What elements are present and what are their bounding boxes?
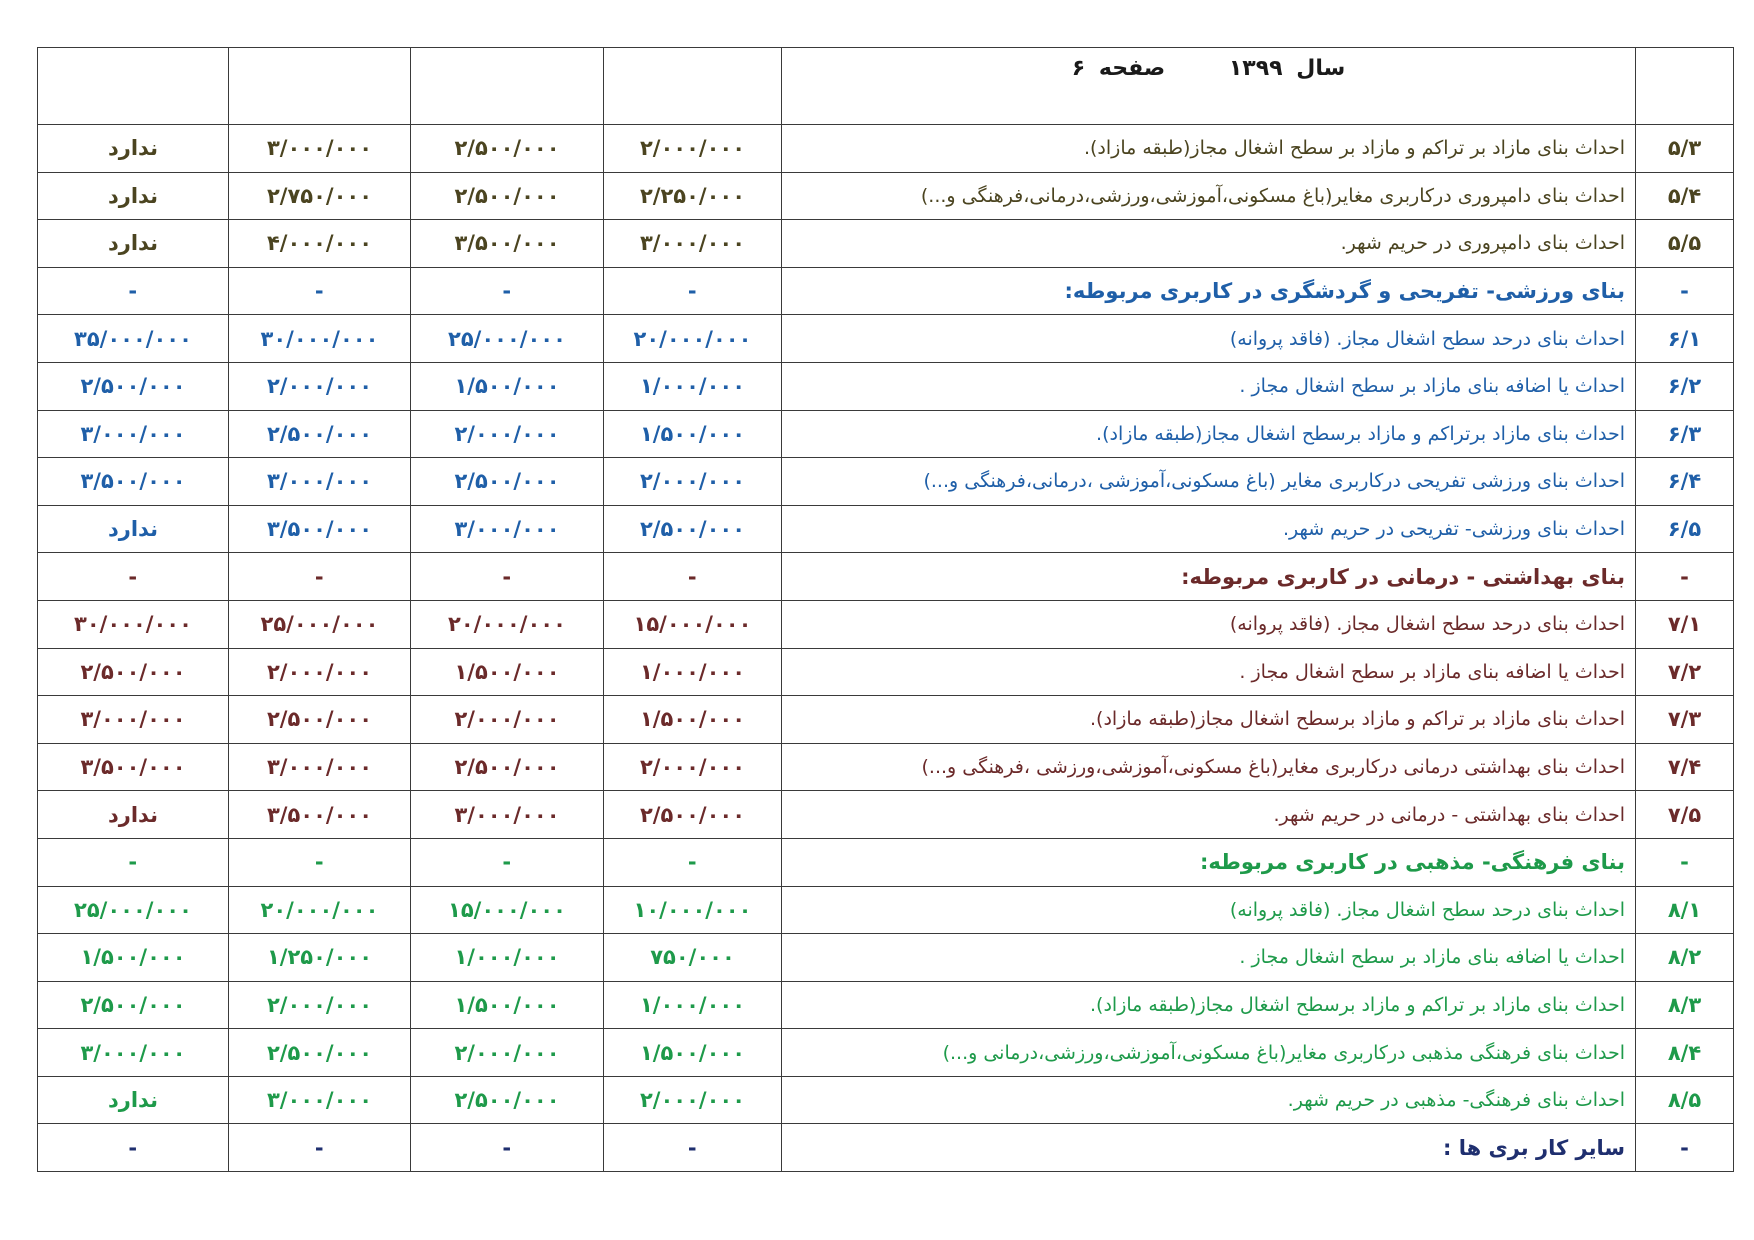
table-row [38, 315, 1734, 363]
fee-cell: - [411, 267, 604, 315]
table-row [38, 600, 1734, 648]
row-index: ۶/۲ [1636, 362, 1734, 410]
section-header-row [38, 838, 1734, 886]
fee-cell: - [229, 267, 411, 315]
fee-cell: - [229, 1124, 411, 1172]
page-label: صفحه [1098, 56, 1166, 81]
header-cell [411, 48, 604, 125]
year-group [1223, 56, 1351, 81]
fee-cell: ۲/۰۰۰/۰۰۰ [604, 125, 782, 173]
row-index: ۶/۵ [1636, 505, 1734, 553]
fee-cell: ۱۰/۰۰۰/۰۰۰ [604, 886, 782, 934]
row-index: ۶/۳ [1636, 410, 1734, 458]
fee-cell: ۱۵/۰۰۰/۰۰۰ [604, 600, 782, 648]
row-index: ۵/۴ [1636, 172, 1734, 220]
row-index: ۶/۴ [1636, 458, 1734, 506]
fee-cell: - [411, 838, 604, 886]
tariff-table [37, 47, 1734, 1172]
table-row [38, 220, 1734, 268]
fee-cell: ۲/۵۰۰/۰۰۰ [411, 743, 604, 791]
row-index: ۷/۳ [1636, 696, 1734, 744]
section-header-row [38, 1124, 1734, 1172]
fee-cell: ۲/۵۰۰/۰۰۰ [229, 410, 411, 458]
fee-cell: ۲/۰۰۰/۰۰۰ [604, 458, 782, 506]
row-description: احداث یا اضافه بنای مازاد بر سطح اشغال مجاز . [782, 362, 1636, 410]
fee-cell: ۲/۵۰۰/۰۰۰ [411, 125, 604, 173]
fee-cell: ۱/۵۰۰/۰۰۰ [604, 1029, 782, 1077]
row-description: بنای بهداشتی - درمانی در کاربری مربوطه: [782, 553, 1636, 601]
fee-cell: ۴/۰۰۰/۰۰۰ [229, 220, 411, 268]
header-index-cell [1636, 48, 1734, 125]
fee-cell: ۳/۰۰۰/۰۰۰ [411, 505, 604, 553]
fee-cell: ۲/۰۰۰/۰۰۰ [604, 743, 782, 791]
fee-cell: ۲/۵۰۰/۰۰۰ [38, 648, 229, 696]
fee-cell: ۲/۵۰۰/۰۰۰ [411, 1076, 604, 1124]
fee-cell: ۳/۰۰۰/۰۰۰ [229, 125, 411, 173]
fee-cell: ۳/۰۰۰/۰۰۰ [229, 458, 411, 506]
table-row [38, 172, 1734, 220]
table-row [38, 505, 1734, 553]
table-row [38, 648, 1734, 696]
row-description: احداث بنای مازاد بر تراکم و مازاد بر سطح اشغال مجاز(طبقه مازاد). [782, 125, 1636, 173]
header-row [38, 48, 1734, 125]
fee-cell: ۲/۵۰۰/۰۰۰ [604, 791, 782, 839]
row-index: - [1636, 838, 1734, 886]
row-description: بنای فرهنگی- مذهبی در کاربری مربوطه: [782, 838, 1636, 886]
row-index: - [1636, 1124, 1734, 1172]
fee-cell: ندارد [38, 220, 229, 268]
row-index: ۸/۲ [1636, 934, 1734, 982]
fee-cell: ۲/۰۰۰/۰۰۰ [229, 981, 411, 1029]
fee-cell: ۳/۰۰۰/۰۰۰ [38, 696, 229, 744]
fee-cell: - [411, 553, 604, 601]
table-row [38, 743, 1734, 791]
row-description: احداث بنای دامپروری در حریم شهر. [782, 220, 1636, 268]
fee-cell: ۲/۵۰۰/۰۰۰ [229, 696, 411, 744]
row-index: - [1636, 267, 1734, 315]
fee-cell: ۲/۰۰۰/۰۰۰ [229, 648, 411, 696]
fee-cell: ندارد [38, 125, 229, 173]
fee-cell: ۲/۵۰۰/۰۰۰ [411, 172, 604, 220]
row-description: احداث بنای مازاد بر تراکم و مازاد برسطح اشغال مجاز(طبقه مازاد). [782, 696, 1636, 744]
fee-cell: ۳/۰۰۰/۰۰۰ [229, 743, 411, 791]
table-row [38, 1029, 1734, 1077]
fee-cell: - [604, 1124, 782, 1172]
fee-cell: ۲/۰۰۰/۰۰۰ [411, 410, 604, 458]
row-description: احداث یا اضافه بنای مازاد بر سطح اشغال مجاز . [782, 934, 1636, 982]
fee-cell: ۲۰/۰۰۰/۰۰۰ [229, 886, 411, 934]
row-index: ۸/۱ [1636, 886, 1734, 934]
table-row [38, 696, 1734, 744]
table-row [38, 362, 1734, 410]
fee-cell: ۳/۵۰۰/۰۰۰ [38, 458, 229, 506]
fee-cell: ۲/۷۵۰/۰۰۰ [229, 172, 411, 220]
fee-cell: - [38, 838, 229, 886]
fee-cell: - [229, 838, 411, 886]
fee-cell: ۱۵/۰۰۰/۰۰۰ [411, 886, 604, 934]
fee-cell: ۳۰/۰۰۰/۰۰۰ [229, 315, 411, 363]
header-cell [604, 48, 782, 125]
fee-cell: ۳/۰۰۰/۰۰۰ [38, 410, 229, 458]
row-index: ۸/۳ [1636, 981, 1734, 1029]
row-description: سایر کار بری ها : [782, 1124, 1636, 1172]
fee-cell: ۳/۵۰۰/۰۰۰ [229, 791, 411, 839]
fee-cell: ۳/۰۰۰/۰۰۰ [229, 1076, 411, 1124]
fee-cell: ۳/۰۰۰/۰۰۰ [411, 791, 604, 839]
year-value: ۱۳۹۹ [1228, 56, 1283, 81]
table-row [38, 934, 1734, 982]
row-description: احداث بنای درحد سطح اشغال مجاز. (فاقد پروانه) [782, 600, 1636, 648]
fee-cell: ندارد [38, 172, 229, 220]
fee-cell: ۱/۲۵۰/۰۰۰ [229, 934, 411, 982]
fee-cell: ۱/۰۰۰/۰۰۰ [604, 981, 782, 1029]
row-index: ۸/۴ [1636, 1029, 1734, 1077]
row-index: ۶/۱ [1636, 315, 1734, 363]
table-row [38, 410, 1734, 458]
fee-cell: - [38, 267, 229, 315]
section-header-row [38, 267, 1734, 315]
fee-cell: ۳/۵۰۰/۰۰۰ [411, 220, 604, 268]
row-description: بنای ورزشی- تفریحی و گردشگری در کاربری مربوطه: [782, 267, 1636, 315]
row-index: ۷/۱ [1636, 600, 1734, 648]
row-index: ۷/۵ [1636, 791, 1734, 839]
fee-cell: ۲۰/۰۰۰/۰۰۰ [411, 600, 604, 648]
fee-cell: ۱/۵۰۰/۰۰۰ [411, 648, 604, 696]
fee-cell: ۲۵/۰۰۰/۰۰۰ [229, 600, 411, 648]
fee-cell: - [604, 838, 782, 886]
fee-cell: ۲/۵۰۰/۰۰۰ [38, 981, 229, 1029]
fee-cell: ۱/۰۰۰/۰۰۰ [604, 362, 782, 410]
fee-cell: ۱/۵۰۰/۰۰۰ [411, 362, 604, 410]
fee-cell: ۲/۵۰۰/۰۰۰ [229, 1029, 411, 1077]
page-title-cell [782, 48, 1636, 125]
row-description: احداث بنای بهداشتی درمانی درکاربری مغایر(باغ مسکونی،آموزشی،ورزشی ،فرهنگی و...) [782, 743, 1636, 791]
fee-cell: ۱/۵۰۰/۰۰۰ [411, 981, 604, 1029]
row-index: ۵/۵ [1636, 220, 1734, 268]
fee-cell: ۱/۵۰۰/۰۰۰ [604, 410, 782, 458]
fee-cell: ندارد [38, 1076, 229, 1124]
row-description: احداث بنای درحد سطح اشغال مجاز. (فاقد پروانه) [782, 315, 1636, 363]
fee-cell: ۳/۵۰۰/۰۰۰ [38, 743, 229, 791]
fee-cell: ۱/۰۰۰/۰۰۰ [411, 934, 604, 982]
table-row [38, 791, 1734, 839]
row-index: ۸/۵ [1636, 1076, 1734, 1124]
fee-cell: ۳/۰۰۰/۰۰۰ [38, 1029, 229, 1077]
fee-cell: ۲/۵۰۰/۰۰۰ [411, 458, 604, 506]
row-index: ۵/۳ [1636, 125, 1734, 173]
row-description: احداث بنای مازاد بر تراکم و مازاد برسطح اشغال مجاز(طبقه مازاد). [782, 981, 1636, 1029]
fee-cell: ۳۵/۰۰۰/۰۰۰ [38, 315, 229, 363]
row-description: احداث بنای فرهنگی مذهبی درکاربری مغایر(باغ مسکونی،آموزشی،ورزشی،درمانی و...) [782, 1029, 1636, 1077]
row-description: احداث بنای ورزشی- تفریحی در حریم شهر. [782, 505, 1636, 553]
row-description: احداث یا اضافه بنای مازاد بر سطح اشغال مجاز . [782, 648, 1636, 696]
fee-cell: - [38, 1124, 229, 1172]
fee-cell: ۳/۵۰۰/۰۰۰ [229, 505, 411, 553]
fee-cell: ۲/۵۰۰/۰۰۰ [604, 505, 782, 553]
fee-cell: - [229, 553, 411, 601]
header-cell [38, 48, 229, 125]
row-description: احداث بنای مازاد برتراکم و مازاد برسطح اشغال مجاز(طبقه مازاد). [782, 410, 1636, 458]
fee-cell: ۲/۲۵۰/۰۰۰ [604, 172, 782, 220]
year-label: سال [1296, 56, 1346, 81]
fee-cell: ۱/۵۰۰/۰۰۰ [604, 696, 782, 744]
row-index: ۷/۲ [1636, 648, 1734, 696]
section-header-row [38, 553, 1734, 601]
header-cell [229, 48, 411, 125]
fee-cell: ۲۵/۰۰۰/۰۰۰ [38, 886, 229, 934]
fee-cell: - [604, 267, 782, 315]
fee-cell: ۷۵۰/۰۰۰ [604, 934, 782, 982]
row-description: احداث بنای ورزشی تفریحی درکاربری مغایر (باغ مسکونی،آموزشی ،درمانی،فرهنگی و...) [782, 458, 1636, 506]
fee-cell: ندارد [38, 505, 229, 553]
fee-cell: - [604, 553, 782, 601]
row-description: احداث بنای فرهنگی- مذهبی در حریم شهر. [782, 1076, 1636, 1124]
row-description: احداث بنای بهداشتی - درمانی در حریم شهر. [782, 791, 1636, 839]
fee-cell: ۱/۵۰۰/۰۰۰ [38, 934, 229, 982]
table-row [38, 458, 1734, 506]
tariff-sheet [37, 47, 1733, 1172]
page-group [1066, 56, 1171, 81]
fee-cell: ۳۰/۰۰۰/۰۰۰ [38, 600, 229, 648]
fee-cell: ۲/۰۰۰/۰۰۰ [411, 1029, 604, 1077]
fee-cell: ۲/۰۰۰/۰۰۰ [411, 696, 604, 744]
table-row [38, 1076, 1734, 1124]
row-index: ۷/۴ [1636, 743, 1734, 791]
row-description: احداث بنای دامپروری درکاربری مغایر(باغ مسکونی،آموزشی،ورزشی،درمانی،فرهنگی و...) [782, 172, 1636, 220]
fee-cell: ۳/۰۰۰/۰۰۰ [604, 220, 782, 268]
fee-cell: ندارد [38, 791, 229, 839]
fee-cell: ۲/۰۰۰/۰۰۰ [229, 362, 411, 410]
page-number: ۶ [1071, 56, 1086, 81]
fee-cell: ۱/۰۰۰/۰۰۰ [604, 648, 782, 696]
fee-cell: ۲۵/۰۰۰/۰۰۰ [411, 315, 604, 363]
fee-cell: ۲۰/۰۰۰/۰۰۰ [604, 315, 782, 363]
table-row [38, 886, 1734, 934]
fee-cell: ۲/۰۰۰/۰۰۰ [604, 1076, 782, 1124]
fee-cell: - [38, 553, 229, 601]
row-index: - [1636, 553, 1734, 601]
table-row [38, 125, 1734, 173]
fee-cell: - [411, 1124, 604, 1172]
fee-cell: ۲/۵۰۰/۰۰۰ [38, 362, 229, 410]
row-description: احداث بنای درحد سطح اشغال مجاز. (فاقد پروانه) [782, 886, 1636, 934]
table-row [38, 981, 1734, 1029]
